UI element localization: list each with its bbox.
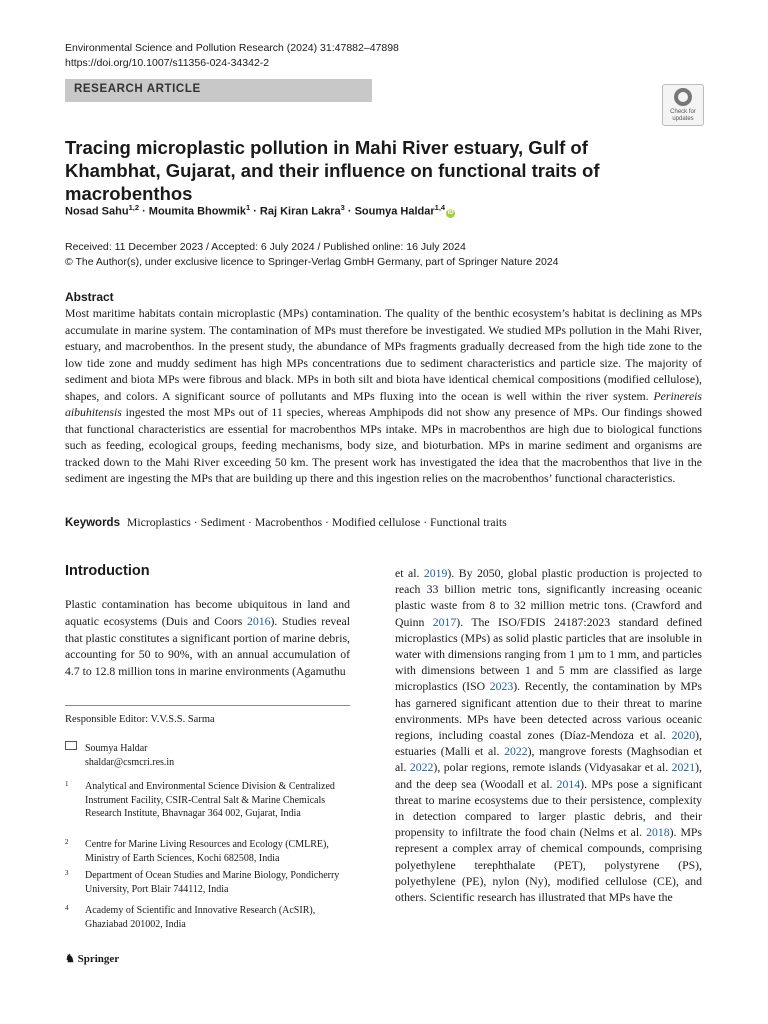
springer-horse-icon: ♞ <box>65 953 75 965</box>
check-updates-icon <box>674 88 692 106</box>
keywords <box>65 516 507 529</box>
publisher-logo <box>65 952 119 965</box>
article-type-badge <box>65 79 372 102</box>
author-list: Nosad Sahu$^{1,2}$ · Moumita Bhowmik$^1$ · Raj Kiran Lakra$^3$ · Soumya Haldar$^{1,4}$iD <box>65 203 454 218</box>
article-type-label: RESEARCH ARTICLE <box>74 83 201 95</box>
citation-link[interactable]: 2016 <box>246 614 271 628</box>
keywords-label: Keywords <box>65 517 120 529</box>
citation-link[interactable]: 2020 <box>671 729 696 743</box>
doi-link[interactable]: https://doi.org/10.1007/s11356-024-34342-2 <box>65 57 270 69</box>
citation-link[interactable]: 2022 <box>504 745 528 759</box>
citation-link[interactable]: 2017 <box>432 615 457 629</box>
citation-link[interactable]: 2021 <box>671 761 696 775</box>
citation-link[interactable]: 2023 <box>489 680 514 694</box>
citation-link[interactable]: 2022 <box>409 761 434 775</box>
introduction-column-right: et al. 2019). By 2050, global plastic production is projected to reach 33 billion metric tons, significantly increasing oceanic plastic waste from 8 to 32 million metric tons. (Crawford and Quinn 2017). The ISO/FDIS 24187:2023 standard defined microplastics (MPs) as solid plastic particles that are insoluble in water with dimensions ranging from 1 µm to 1 mm, and particles with dimensions between 1 and 5 mm are classified as large microplastics (ISO 2023). Recently, the contamination by MPs has garnered significant attention due to their threat to marine environments. MPs have been detected across various oceanic regions, including coastal zones (Díaz-Mendoza et al. 2020), estuaries (Malli et al. 2022), mangrove forests (Maghsodian et al. 2022), polar regions, remote islands (Vidyasakar et al. 2021), and the deep sea (Woodall et al. 2014). MPs pose a significant threat to marine ecosystems due to their persistence, complexity in detection compared to larger plastic debris, and their propensity to infiltrate the food chain (Nelms et al. 2018). MPs represent a complex array of chemical compounds, comprising polyethylene terephthalate (PET), polystyrene (PS), polyethylene (PE), nylon (Ny), modified cellulose (CE), and others. Scientific research has illustrated that MPs have the <box>395 567 703 905</box>
introduction-paragraph: Plastic contamination has become ubiquitous in land and aquatic ecosystems (Duis and Coors 2016). Studies reveal that plastic constitutes a significant portion of marine debris, accounting for 50 to 90%, with an annual accumulation of 4.7 to 12.8 million tons in marine environments (Agamuthu <box>65 598 350 679</box>
author-name[interactable]: Raj Kiran Lakra <box>259 205 341 218</box>
affiliation: 1 Analytical and Environmental Science Division & Centralized Instrument Facility, CSIR-Central Salt & Marine Chemicals Research Institute, Bhavnagar 364 002, Gujarat, India <box>65 780 335 819</box>
affiliation: 4 Academy of Scientific and Innovative Research (AcSIR), Ghaziabad 201002, India <box>65 904 316 930</box>
footnote-divider <box>65 705 350 706</box>
publisher-name: Springer <box>77 953 120 965</box>
abstract-heading: Abstract <box>65 290 114 304</box>
author-name[interactable]: Moumita Bhowmik <box>148 205 246 218</box>
publication-dates <box>65 240 559 270</box>
email-link[interactable]: shaldar@csmcri.res.in <box>85 756 175 768</box>
author-name[interactable]: Nosad Sahu <box>65 205 129 218</box>
author-name[interactable]: Soumya Haldar <box>354 205 435 218</box>
keywords-list: Microplastics · Sediment · Macrobenthos · Modified cellulose · Functional traits <box>126 516 507 529</box>
citation-link[interactable]: 2019 <box>423 567 448 580</box>
citation-link[interactable]: 2018 <box>646 826 670 840</box>
responsible-editor: Responsible Editor: V.V.S.S. Sarma <box>65 714 215 725</box>
citation-link[interactable]: 2014 <box>556 777 581 791</box>
check-for-updates-button[interactable]: Check for updates <box>662 84 704 126</box>
affiliation: 2 Centre for Marine Living Resources and Ecology (CMLRE), Ministry of Earth Sciences, Kochi 682508, India <box>65 838 329 864</box>
orcid-icon[interactable]: iD <box>447 209 454 216</box>
journal-header <box>65 41 399 71</box>
affiliation: 3 Department of Ocean Studies and Marine Biology, Pondicherry University, Port Blair 744112, India <box>65 869 340 895</box>
corresponding-author: Soumya Haldar shaldar@csmcri.res.in <box>65 741 174 769</box>
journal-citation: Environmental Science and Pollution Research (2024) 31:47882–47898 <box>65 42 399 54</box>
introduction-heading: Introduction <box>65 563 150 579</box>
article-title: Tracing microplastic pollution in Mahi River estuary, Gulf of Khambhat, Gujarat, and their influence on functional traits of macrobenthos <box>65 137 600 204</box>
history-dates: Received: 11 December 2023 / Accepted: 6 July 2024 / Published online: 16 July 2024 <box>65 241 466 253</box>
copyright-line: © The Author(s), under exclusive licence to Springer-Verlag GmbH Germany, part of Springer Nature 2024 <box>65 256 559 268</box>
abstract-text: Most maritime habitats contain microplastic (MPs) contamination. The quality of the benthic ecosystem’s habitat is declining as MPs accumulate in marine system. The contamination of MPs must therefore be investigated. We studied MPs pollution in the Mahi River, estuary, and macrobenthos. In the present study, the abundance of MPs fragments gradually decreased from the high tide zone to the low tide zone and muddy sediment has high MPs concentrations due to sediment characteristics and particle size. The majority of sediment and biota MPs were fibrous and black. MPs in both silt and biota have identical chemical compositions (modified cellulose), shapes, and colors. A significant source of pollutants and MPs fluxing into the ocean is well within the river system. Perinereis aibuhitensis ingested the most MPs out of 11 species, whereas Amphipods did not show any presence of MPs. Our findings showed that functional characteristics are essential for macrobenthos MPs intake. MPs in macrobenthos are high due to biological functions such as feeding, ecological groups, feeding mechanisms, body size, and bioturbation. MPs in marine sediment and organisms are tracked down to the Mahi River exceeding 50 km. The present work has investigated the idea that the macrobenthos that live in the sediment are ingesting the MPs that are building up there and this ingestion relies on the macrobenthos’ functional characteristics. <box>65 307 702 485</box>
envelope-icon <box>65 741 77 750</box>
